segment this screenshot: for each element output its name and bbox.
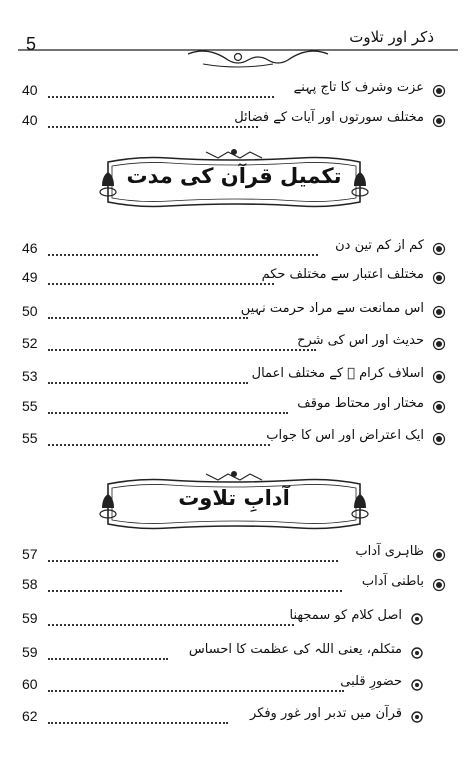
toc-entry[interactable]: [18, 80, 450, 106]
flower-bullet-icon: [432, 114, 446, 128]
toc-page-number: 40: [22, 82, 38, 98]
toc-subentry[interactable]: [18, 642, 450, 668]
toc-page-number: 59: [22, 644, 38, 660]
toc-title: ظاہری آداب: [355, 544, 424, 559]
toc-title: کم از کم تین دن: [335, 238, 424, 253]
toc-title: مختار اور محتاط موقف: [297, 396, 424, 411]
dot-leader: [48, 560, 338, 562]
toc-entry[interactable]: [18, 366, 450, 392]
dot-leader: [48, 690, 344, 692]
dot-leader: [48, 590, 342, 592]
section-heading: آدابِ تلاوت: [178, 486, 290, 510]
toc-title: مختلف اعتبار سے مختلف حکم: [261, 267, 424, 282]
flower-bullet-icon: [432, 578, 446, 592]
toc-title: اسلاف کرام ﷭ کے مختلف اعمال: [251, 366, 424, 381]
dot-leader: [48, 624, 294, 626]
toc-entry[interactable]: [18, 544, 450, 570]
circle-bullet-icon: [410, 710, 424, 724]
toc-subentry[interactable]: [18, 674, 450, 700]
flower-bullet-icon: [432, 400, 446, 414]
toc-page-number: 58: [22, 576, 38, 592]
dot-leader: [48, 444, 270, 446]
flower-bullet-icon: [432, 242, 446, 256]
dot-leader: [48, 126, 258, 128]
toc-title: باطنی آداب: [361, 574, 424, 589]
toc-title: حدیث اور اس کی شرح: [297, 333, 424, 348]
toc-page-number: 62: [22, 708, 38, 724]
toc-page-number: 59: [22, 610, 38, 626]
toc-page-number: 49: [22, 269, 38, 285]
toc-page-number: 55: [22, 430, 38, 446]
toc-subentry[interactable]: [18, 706, 450, 732]
flower-bullet-icon: [432, 305, 446, 319]
toc-title: ایک اعتراض اور اس کا جواب: [266, 428, 424, 443]
section-heading: تکمیل قرآن کی مدت: [126, 164, 342, 188]
dot-leader: [48, 349, 316, 351]
toc-subentry[interactable]: [18, 608, 450, 634]
toc-page-number: 50: [22, 303, 38, 319]
flower-bullet-icon: [432, 271, 446, 285]
dot-leader: [48, 722, 228, 724]
toc-title: اس ممانعت سے مراد حرمت نہیں: [240, 301, 424, 316]
running-title: ذکر اور تلاوت: [349, 28, 434, 46]
toc-page-number: 60: [22, 676, 38, 692]
toc-entry[interactable]: [18, 238, 450, 264]
header-ornament: [18, 44, 458, 72]
dot-leader: [48, 317, 248, 319]
toc-entry[interactable]: [18, 110, 450, 136]
toc-title: مختلف سورتوں اور آیات کے فضائل: [234, 110, 424, 125]
toc-entry[interactable]: [18, 267, 450, 293]
flower-bullet-icon: [432, 432, 446, 446]
toc-entry[interactable]: [18, 574, 450, 600]
toc-title: متکلم، یعنی اللہ کی عظمت کا احساس: [188, 642, 402, 657]
toc-title: اصل کلام کو سمجھنا: [289, 608, 402, 623]
flower-bullet-icon: [432, 337, 446, 351]
toc-title: قرآن میں تدبر اور غور وفکر: [249, 706, 402, 721]
dot-leader: [48, 658, 168, 660]
toc-page-number: 40: [22, 112, 38, 128]
toc-title: حضورِ قلبی: [340, 674, 402, 689]
dot-leader: [48, 382, 248, 384]
dot-leader: [48, 412, 288, 414]
dot-leader: [48, 283, 274, 285]
toc-page-number: 52: [22, 335, 38, 351]
toc-page-number: 46: [22, 240, 38, 256]
toc-entry[interactable]: [18, 301, 450, 327]
section-heading-frame: [96, 142, 372, 214]
dot-leader: [48, 96, 274, 98]
dot-leader: [48, 254, 318, 256]
section-heading-frame: [96, 464, 372, 536]
toc-entry[interactable]: [18, 396, 450, 422]
toc-page-number: 57: [22, 546, 38, 562]
toc-page-number: 53: [22, 368, 38, 384]
flower-bullet-icon: [432, 548, 446, 562]
toc-title: عزت وشرف کا تاج پہنے: [293, 80, 424, 95]
toc-page-number: 55: [22, 398, 38, 414]
toc-entry[interactable]: [18, 428, 450, 454]
toc-entry[interactable]: [18, 333, 450, 359]
circle-bullet-icon: [410, 678, 424, 692]
page-number: 5: [26, 34, 37, 54]
flower-bullet-icon: [432, 370, 446, 384]
circle-bullet-icon: [410, 612, 424, 626]
circle-bullet-icon: [410, 646, 424, 660]
flower-bullet-icon: [432, 84, 446, 98]
